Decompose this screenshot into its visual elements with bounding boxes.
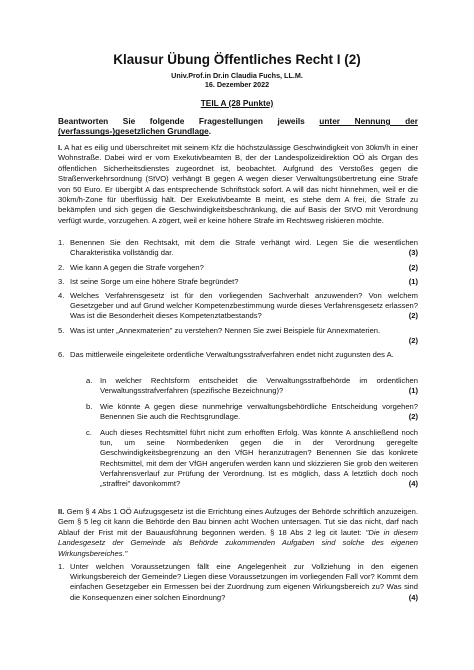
question-4: 4. Welches Verfahrensgesetz ist für den vorliegenden Sachverhalt anzuwenden? Von welchem Gesetzgeber und auf Grund welcher Kompetenzbestimmung wurde dieses Verfahrensgesetz erlassen? Was ist die Besonderheit dieses Kompetenztatbestands? (2) bbox=[58, 291, 418, 321]
question-3-points: (1) bbox=[408, 277, 418, 286]
part-heading: TEIL A (28 Punkte) bbox=[200, 98, 274, 108]
question-5: 5. Was ist unter „Annexmaterien" zu verstehen? Nennen Sie zwei Beispiele für Annexmaterien. (2) bbox=[58, 326, 418, 345]
question-4-points: (2) bbox=[408, 311, 418, 320]
subquestion-a: a. In welcher Rechtsform entscheidet die Verwaltungsstrafbehörde im ordentlichen Verwaltungsstrafverfahren (spezifische Bezeichnung)? (1) bbox=[86, 376, 418, 396]
subquestion-b: b. Wie könnte A gegen diese nunmehrige verwaltungsbehördliche Entscheidung vorgehen? Benennen Sie auch die Rechtsgrundlage. (2) bbox=[86, 402, 418, 422]
question-ii-1-points: (4) bbox=[408, 593, 418, 602]
question-1-points: (3) bbox=[408, 248, 418, 257]
question-6: 6. Das mittlerweile eingeleitete ordentliche Verwaltungsstrafverfahren endet nicht zugunsten des A. bbox=[58, 350, 394, 359]
question-1: 1. Benennen Sie den Rechtsakt, mit dem die Strafe verhängt wird. Legen Sie die wesentlichen Charakteristika vollständig dar. (3) bbox=[58, 238, 418, 258]
question-ii-1: 1. Unter welchen Voraussetzungen fällt eine Angelegenheit zur Vollziehung in den eigenen Wirkungsbereich der Gemeinde? Liegen diese Voraussetzungen im vorliegenden Fall vor? Kommt dem einfachen Gesetzgeber ein Ermessen bei der Zuordnung zum eigenen Wirkungsbereich zu? Was sind die Konsequenzen einer solchen Einordnung? (4) bbox=[58, 562, 418, 602]
case-2-text: II. Gem § 4 Abs 1 OÖ Aufzugsgesetz ist die Errichtung eines Aufzuges der Behörde schriftlich anzuzeigen. Gem § 5 leg cit kann die Behörde den Bau binnen acht Wochen untersagen. Tut sie das nicht, darf nach Ablauf der Frist mit der Bauausführung begonnen werden. § 18 Abs 2 leg cit lautet: "Die in diesem Landesgesetz der Gemeinde als Behörde zukommenden Aufgaben sind solche des eigenen Wirkungsbereiches." bbox=[58, 507, 418, 558]
exam-date: 16. Dezember 2022 bbox=[204, 80, 270, 89]
case-1-text: I. A hat es eilig und überschreitet mit seinem Kfz die höchstzulässige Geschwindigkeit von 30km/h in einer Wohnstraße. Dabei wird er vom Exekutivbeamten B, der der Landespolizeidirektion OÖ als Organ des öffentlichen Sicherheitsdienstes zugeordnet ist, beobachtet. Aufgrund des Verstoßes gegen die Straßenverkehrsordnung (StVO) verhängt B gegen A wegen dieser Verwaltungsübertretung eine Strafe von 50 Euro. Er übergibt A das entsprechende Schriftstück sofort. A will das nicht hinnehmen, weil er die 30km/h-Zone für überflüssig hält. Der Exekutivbeamte B meint, es stehe dem A frei, die Strafe zu bekämpfen und sich gegen die Geschwindigkeitsbeschränkung, die auf Basis der StVO mit Verordnung verfügt wurde, vorzugehen. A zögert, weil er keine höhere Strafe im Rechtsweg riskieren möchte. bbox=[58, 143, 418, 225]
subquestion-b-points: (2) bbox=[408, 412, 418, 421]
subquestion-a-points: (1) bbox=[408, 386, 418, 395]
case-2-label: II. bbox=[58, 507, 65, 516]
subquestion-c-points: (4) bbox=[408, 479, 418, 488]
exam-title: Klausur Übung Öffentliches Recht I (2) bbox=[113, 52, 361, 67]
question-2: 2. Wie kann A gegen die Strafe vorgehen? (2) bbox=[58, 263, 418, 272]
subquestion-c: c. Auch dieses Rechtsmittel führt nicht zum erhofften Erfolg. Was könnte A anschließend noch tun, um seine Normbedenken gegen die in der Verordnung geregelte Geschwindigkeitsbegrenzung an den VfGH heranzutragen? Benennen Sie das konkrete Rechtsmittel, mit dem der VfGH angerufen werden kann und skizzieren Sie grob den weiteren Verfahrensverlauf zur Prüfung der Verordnung. Ist es möglich, dass A letztlich doch noch „straffrei" davonkommt? (4) bbox=[86, 428, 418, 489]
question-3: 3. Ist seine Sorge um eine höhere Strafe begründet? (1) bbox=[58, 277, 418, 286]
question-2-points: (2) bbox=[408, 263, 418, 272]
exam-author: Univ.Prof.in Dr.in Claudia Fuchs, LL.M. bbox=[171, 71, 303, 80]
instructions: Beantworten Sie folgende Fragestellungen jeweils unter Nennung der (verfassungs-)gesetzlichen Grundlage. bbox=[58, 116, 418, 137]
question-5-points: (2) bbox=[408, 336, 418, 345]
case-1-label: I. bbox=[58, 143, 63, 152]
